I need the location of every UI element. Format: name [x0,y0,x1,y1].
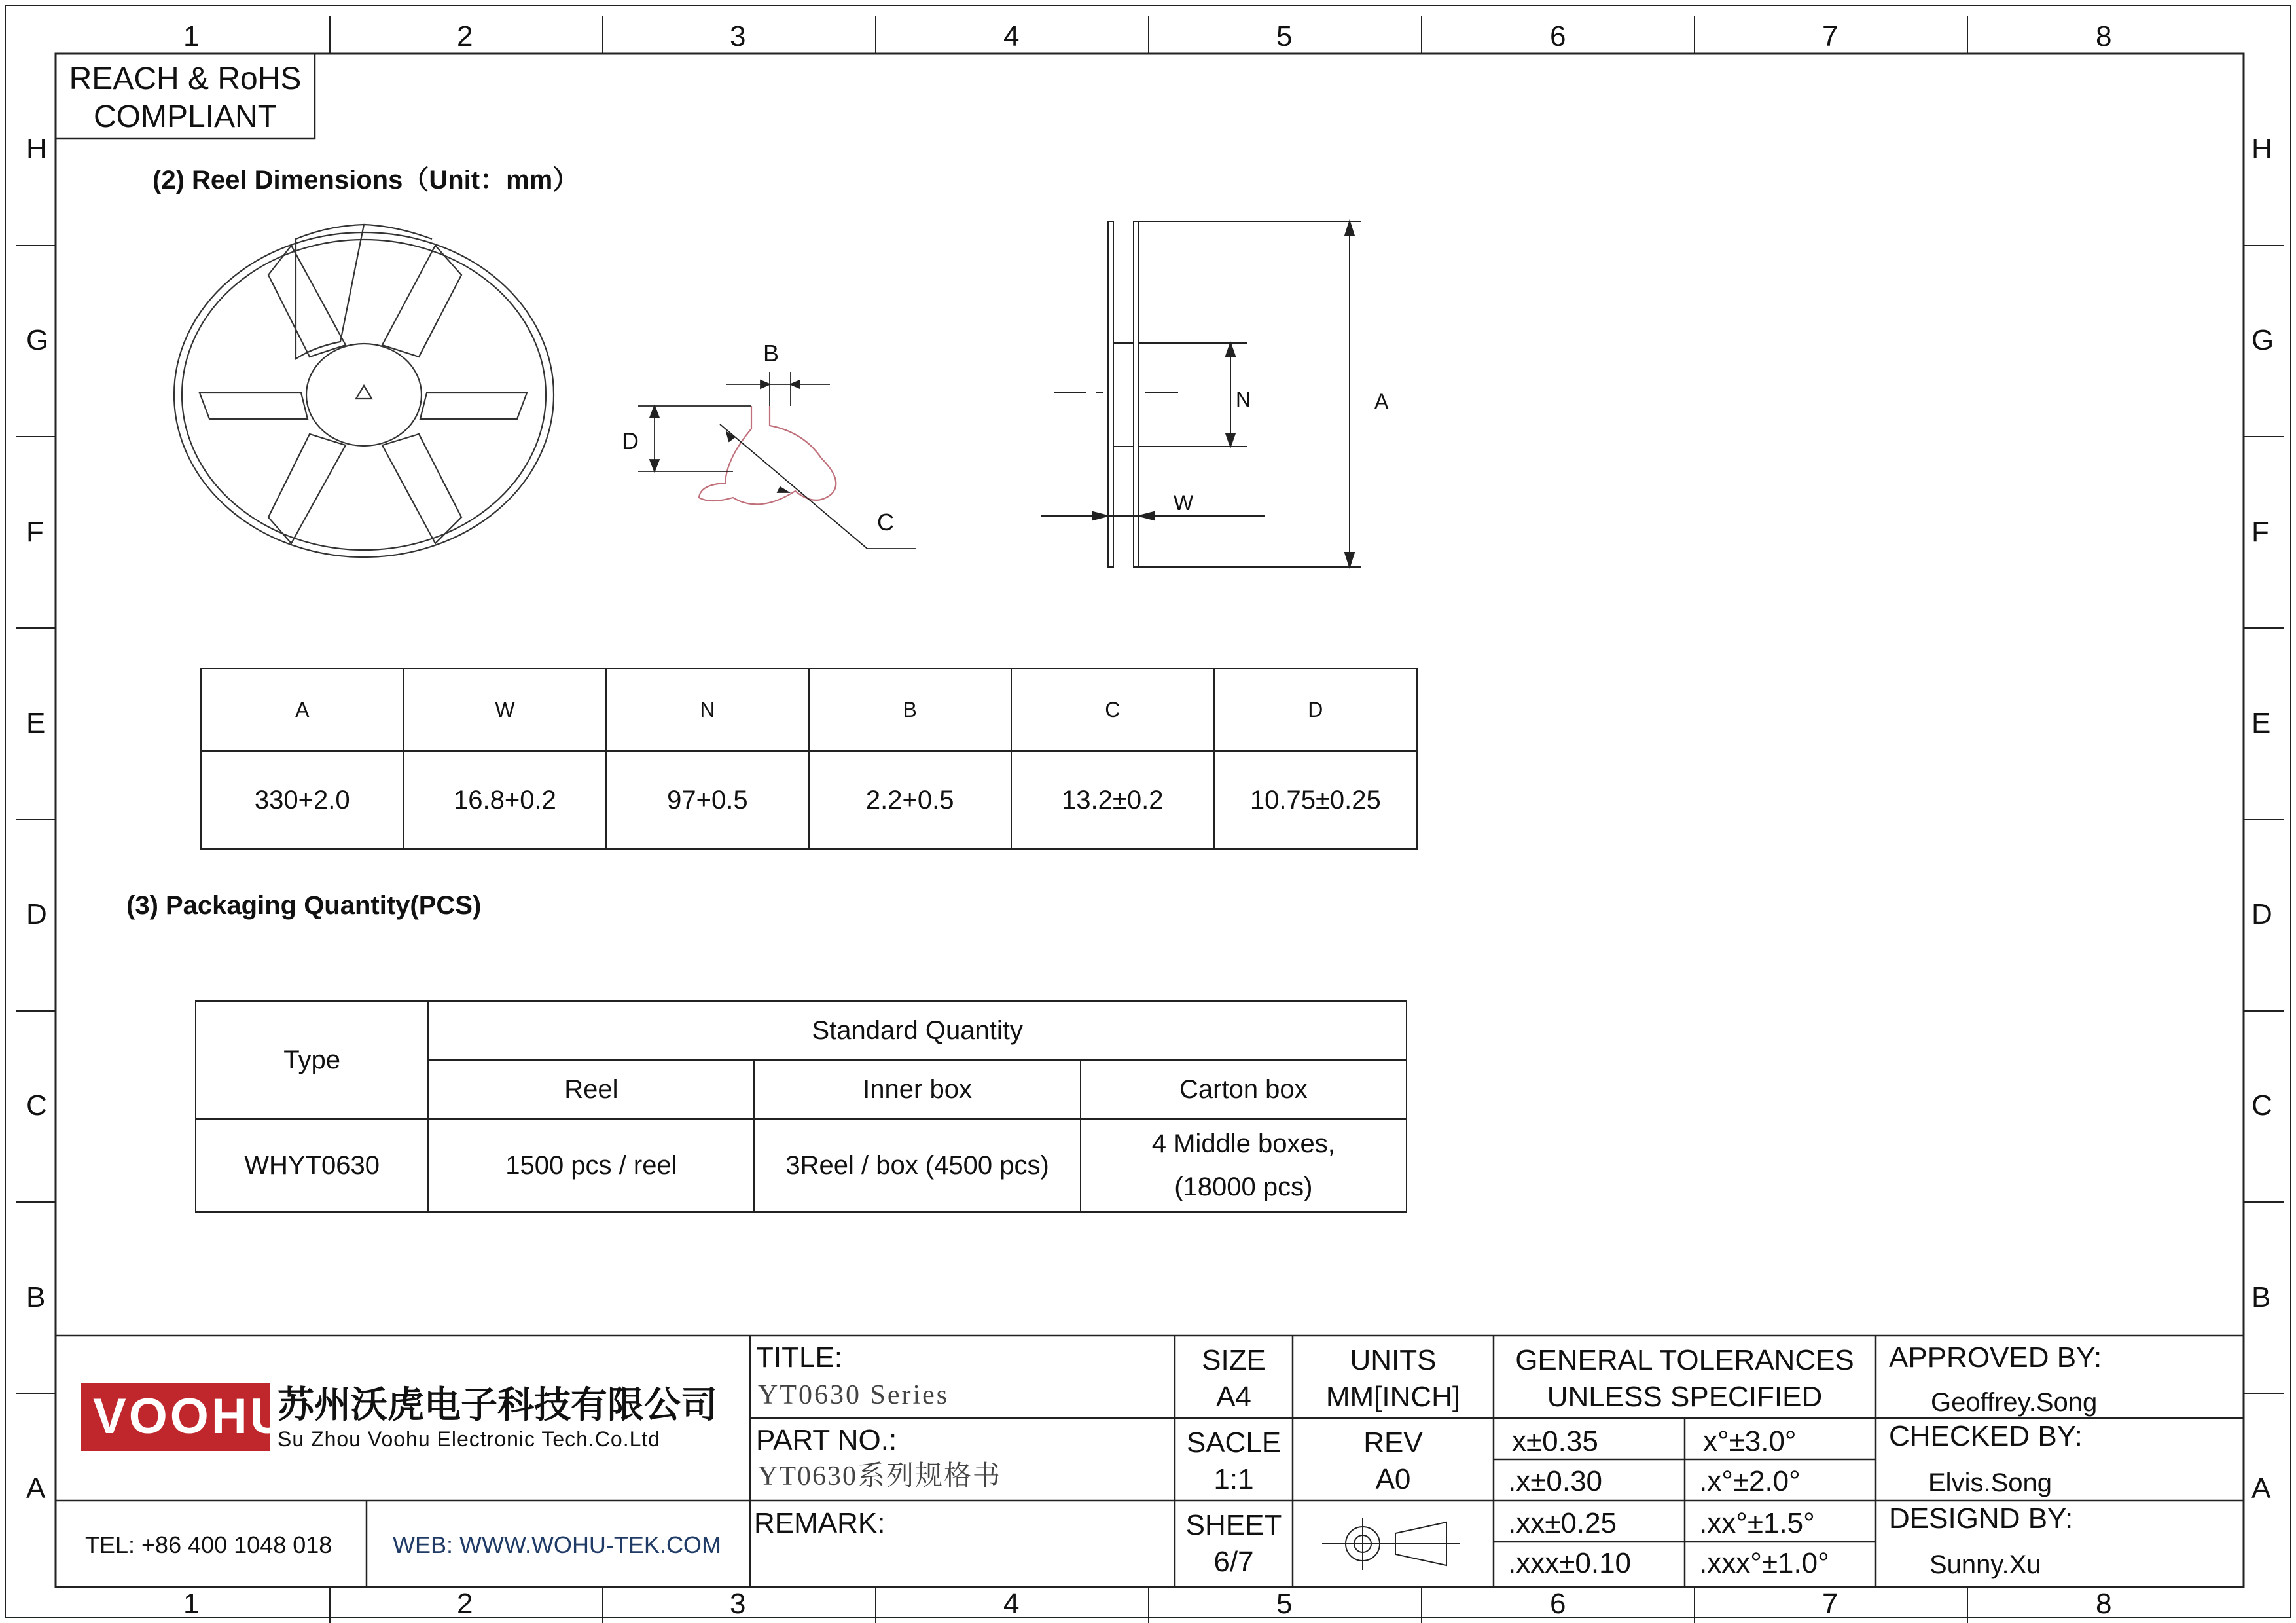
reel-dimensions-table [200,668,1418,850]
row-label-left: A [26,1472,46,1504]
company-name-cn: 苏州沃虎电子科技有限公司 [278,1384,717,1425]
sheet-cell [1175,1507,1293,1580]
dim-header-d: D [1214,668,1417,751]
size-cell [1175,1342,1293,1415]
units-cell [1293,1342,1494,1415]
company-name-en: Su Zhou Voohu Electronic Tech.Co.Ltd [278,1427,661,1451]
rev-value: A0 [1375,1463,1411,1495]
row-label-right: A [2251,1472,2271,1504]
designed-by-value: Sunny.Xu [1929,1550,2041,1579]
sheet-value: 6/7 [1213,1546,1254,1578]
pkg-carton-line1: 4 Middle boxes, [1151,1129,1335,1158]
pkg-carton-line2: (18000 pcs) [1174,1173,1313,1201]
rev-cell [1293,1425,1494,1498]
pkg-reel-value: 1500 pcs / reel [428,1119,754,1212]
row-label-left: H [26,133,47,165]
projection-symbol [1322,1518,1460,1570]
checked-by-label: CHECKED BY: [1889,1420,2083,1452]
dim-header-w: W [404,668,607,751]
approved-by-value: Geoffrey.Song [1931,1388,2098,1417]
col-label-bottom: 5 [1276,1588,1293,1620]
units-label: UNITS [1350,1344,1437,1376]
dim-label-w: W [1174,491,1194,515]
sheet-label: SHEET [1185,1509,1282,1541]
col-label-bottom: 2 [457,1588,473,1620]
dim-value-a: 330+2.0 [201,751,404,849]
tol-title-2: UNLESS SPECIFIED [1547,1381,1823,1413]
dim-value-c: 13.2±0.2 [1011,751,1214,849]
part-no-label: PART NO.: [756,1424,897,1456]
remark-label: REMARK: [754,1507,886,1539]
col-label-top: 7 [1822,20,1839,52]
size-label: SIZE [1202,1344,1266,1376]
dim-label-n: N [1236,388,1251,411]
col-label-top: 6 [1550,20,1566,52]
scale-value: 1:1 [1213,1463,1254,1495]
tol-title-1: GENERAL TOLERANCES [1515,1344,1854,1376]
row-label-right: B [2251,1281,2271,1313]
pkg-carton-header: Carton box [1081,1060,1407,1119]
col-label-bottom: 3 [730,1588,746,1620]
row-label-right: D [2251,898,2272,930]
pkg-reel-header: Reel [428,1060,754,1119]
tol-angle-2: .xx°±1.5° [1699,1507,1815,1539]
row-label-right: E [2251,707,2271,739]
col-label-top: 1 [183,20,200,52]
hub-dimensions [638,372,916,549]
col-label-top: 8 [2096,20,2112,52]
compliance-note [56,60,315,136]
col-label-top: 3 [730,20,746,52]
hub-detail [699,406,836,504]
dim-header-n: N [606,668,808,751]
designed-by-label: DESIGND BY: [1889,1503,2073,1535]
row-label-left: B [26,1281,46,1313]
tol-angle-1: .x°±2.0° [1699,1465,1801,1497]
row-label-left: E [26,707,46,739]
row-label-left: G [26,324,49,356]
dim-value-n: 97+0.5 [606,751,808,849]
col-label-bottom: 4 [1003,1588,1020,1620]
pkg-inner-value: 3Reel / box (4500 pcs) [754,1119,1080,1212]
col-label-bottom: 7 [1822,1588,1839,1620]
row-label-right: C [2251,1089,2272,1122]
reel-side-view [1041,221,1361,567]
row-label-right: F [2251,516,2269,548]
dim-label-b: B [763,340,780,367]
col-label-bottom: 8 [2096,1588,2112,1620]
dim-value-d: 10.75±0.25 [1214,751,1417,849]
row-label-left: C [26,1089,47,1122]
scale-label: SACLE [1186,1427,1282,1459]
dim-header-c: C [1011,668,1214,751]
units-value: MM[INCH] [1325,1381,1461,1413]
col-label-bottom: 1 [183,1588,200,1620]
pkg-carton-value [1081,1119,1407,1212]
dim-value-w: 16.8+0.2 [404,751,607,849]
tol-linear-1: .x±0.30 [1508,1465,1603,1497]
contact-tel: TEL: +86 400 1048 018 [85,1531,332,1558]
dim-header-a: A [201,668,404,751]
pkg-type-value: WHYT0630 [196,1119,428,1212]
size-value: A4 [1216,1381,1251,1413]
col-label-top: 5 [1276,20,1293,52]
col-label-bottom: 6 [1550,1588,1566,1620]
tol-linear-2: .xx±0.25 [1508,1507,1617,1539]
rev-label: REV [1363,1427,1423,1459]
dim-label-a: A [1374,390,1389,413]
pkg-std-header: Standard Quantity [428,1001,1407,1060]
part-no-value: YT0630系列规格书 [758,1461,1001,1491]
title-value: YT0630 Series [758,1380,950,1410]
col-label-top: 4 [1003,20,1020,52]
pkg-inner-header: Inner box [754,1060,1080,1119]
contact-web: WEB: WWW.WOHU-TEK.COM [393,1531,721,1558]
row-label-right: H [2251,133,2272,165]
row-label-right: G [2251,324,2274,356]
compliance-line1: REACH & RoHS [69,62,302,96]
tol-angle-3: .xxx°±1.0° [1699,1547,1829,1579]
packaging-quantity-table [195,1000,1407,1213]
section-reel-dimensions-heading: (2) Reel Dimensions（Unit：mm） [152,166,579,194]
approved-by-label: APPROVED BY: [1889,1341,2102,1374]
tol-linear-0: x±0.35 [1512,1425,1598,1457]
dim-label-d: D [622,428,639,454]
row-label-left: D [26,898,47,930]
checked-by-value: Elvis.Song [1928,1468,2052,1497]
scale-cell [1175,1425,1293,1498]
dim-value-b: 2.2+0.5 [809,751,1011,849]
compliance-line2: COMPLIANT [93,100,278,134]
tol-angle-0: x°±3.0° [1703,1425,1797,1457]
tol-linear-3: .xxx±0.10 [1508,1547,1632,1579]
company-logo: VOOHU [93,1389,289,1444]
pkg-type-header: Type [196,1001,428,1119]
row-label-left: F [26,516,44,548]
title-label: TITLE: [756,1341,843,1374]
col-label-top: 2 [457,20,473,52]
reel-front-view [174,225,554,557]
dim-header-b: B [809,668,1011,751]
section-packaging-heading: (3) Packaging Quantity(PCS) [126,891,482,920]
dim-label-c: C [877,509,894,536]
tolerances-heading [1494,1342,1876,1415]
